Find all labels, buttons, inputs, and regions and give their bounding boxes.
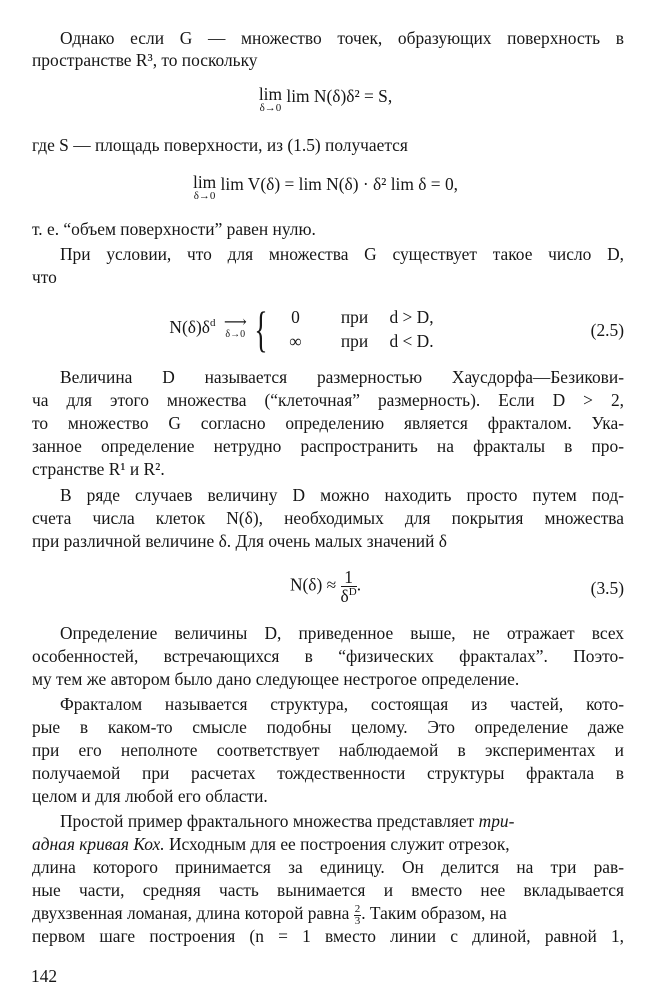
text-line: двухзвенная ломаная, длина которой равна $\frac{2}{3}$. Таким образом, на [32, 902, 507, 927]
text-line: му тем же автором было дано следующее нестрогое определение. [32, 669, 520, 689]
equation-surface-volume: lim δ→0 lim V(δ) = lim N(δ) · δ² lim δ = 0, [192, 172, 459, 202]
text-line: Величина D называется размерностью Хаусдорфа—Безикови- [60, 367, 624, 387]
equation-hausdorff-dimension: $N(\delta)\delta^d$ ⟶ δ→0 { 0 при d > D, ∞ при d < D. [169, 301, 434, 357]
text-line: что [32, 267, 57, 287]
text-line: то множество G согласно определению является фракталом. Ука- [32, 413, 624, 433]
text-line: получаемой при расчетах тождественности структуры фрактала в [32, 763, 624, 783]
text-line: т. е. “объем поверхности” равен нулю. [32, 219, 316, 239]
equation-box-count: N(δ) ≈ $\frac{1}{\delta^D}$ . [289, 567, 362, 606]
text-line: адная кривая Кох. Исходным для ее построения служит отрезок, [32, 834, 510, 854]
text-line: При условии, что для множества G существует такое число D, [60, 244, 624, 264]
text-line: занное определение нетрудно распространить на фракталы в про- [32, 436, 624, 456]
text-line: ные части, средняя часть вынимается и вместо нее вкладывается [32, 880, 624, 900]
text-line: пространстве R³, то поскольку [32, 50, 258, 70]
text-line: странстве R¹ и R². [32, 459, 165, 479]
text-line: счета числа клеток N(δ), необходимых для покрытия множества [32, 508, 624, 528]
text-line: целом и для любой его области. [32, 786, 268, 806]
text-line: при различной величине δ. Для очень малых значений δ [32, 531, 447, 551]
text-line: В ряде случаев величину D можно находить просто путем под- [60, 485, 624, 505]
text-line: при его неполноте соответствует наблюдаемой в экспериментах и [32, 740, 624, 760]
equation-limit-surface: lim δ→0 lim N(δ)δ² = S, [258, 84, 393, 114]
equation-number: (3.5) [590, 578, 624, 598]
fraction-two-thirds: $\frac{2}{3}$ [354, 902, 361, 927]
text-line: Простой пример фрактального множества представляет три- [60, 811, 515, 831]
equation-number: (2.5) [590, 320, 624, 340]
text-line: где S — площадь поверхности, из (1.5) получается [32, 135, 408, 155]
text-line: Определение величины D, приведенное выше, не отражает всех [60, 623, 624, 643]
text-line: первом шаге построения (n = 1 вместо линии с длиной, равной 1, [32, 926, 624, 946]
text-line: рые в каком-то смысле подобны целому. Это определение даже [32, 717, 624, 737]
text-line: Фракталом называется структура, состоящая из частей, кото- [60, 694, 624, 714]
text-line: ча для этого множества (“клеточная” размерность). Если D > 2, [32, 390, 624, 410]
text-line: Однако если G — множество точек, образующих поверхность в [60, 28, 624, 48]
page-number: 142 [31, 966, 58, 986]
text-line: особенностей, встречающихся в “физических фракталах”. Поэто- [32, 646, 624, 666]
text-line: длина которого принимается за единицу. Он делится на три рав- [32, 857, 624, 877]
